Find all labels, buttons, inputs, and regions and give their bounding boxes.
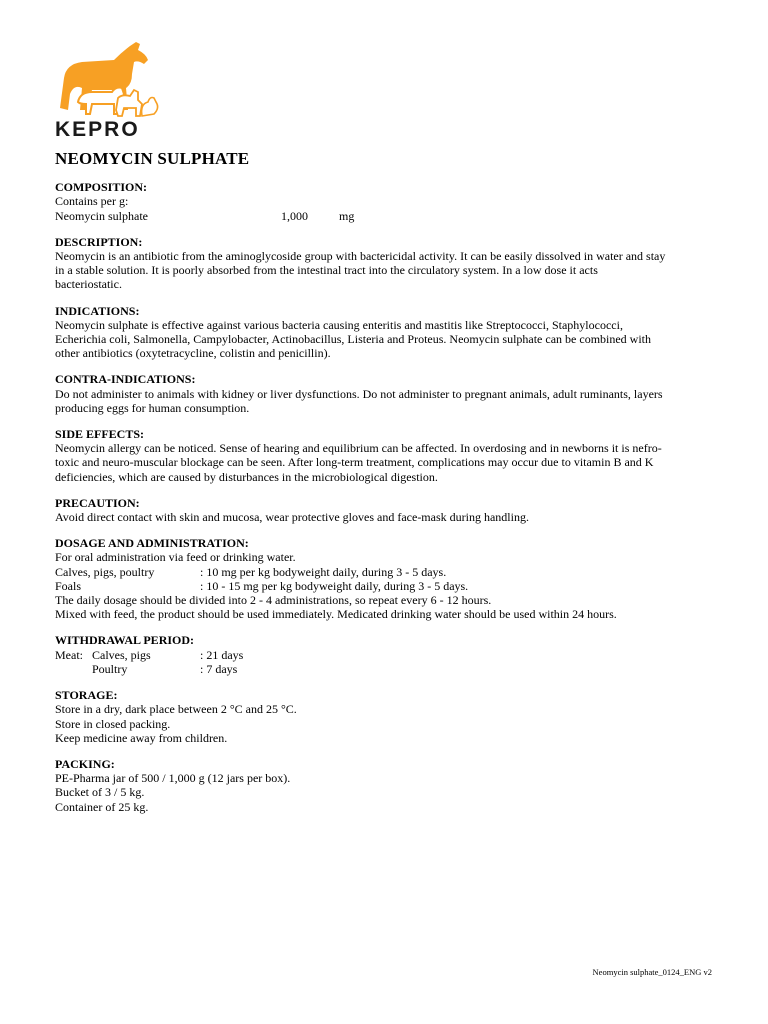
composition-heading: COMPOSITION:	[55, 180, 148, 195]
page-title: NEOMYCIN SULPHATE	[55, 149, 250, 168]
storage-section	[55, 688, 720, 745]
indications-line: Neomycin sulphate is effective against various bacteria causing enteritis and mastitis like Streptococci, Staphylococci,	[55, 317, 623, 332]
storage-line: Store in a dry, dark place between 2 °C and 25 °C.	[55, 702, 297, 717]
dosage-note: The daily dosage should be divided into 2 - 4 administrations, so repeat every 6 - 12 hours.	[55, 593, 492, 608]
dosage-note: Mixed with feed, the product should be used immediately. Medicated drinking water should be used within 24 hours.	[55, 607, 617, 622]
dosage-row	[55, 579, 720, 593]
side-effects-line: toxic and neuro-muscular blockage can be seen. After long-term treatment, complications may occur due to vitamin B and K	[55, 455, 654, 470]
document-body	[55, 149, 720, 826]
storage-heading: STORAGE:	[55, 688, 118, 703]
precaution-line: Avoid direct contact with skin and mucosa, wear protective gloves and face-mask during handling.	[55, 510, 529, 525]
indications-heading: INDICATIONS:	[55, 303, 140, 318]
brand-name: KEPRO	[55, 118, 140, 141]
dosage-species: Foals	[55, 578, 82, 593]
dosage-section	[55, 536, 720, 621]
composition-item: Neomycin sulphate	[55, 208, 148, 223]
composition-row	[55, 209, 720, 223]
packing-line: PE-Pharma jar of 500 / 1,000 g (12 jars per box).	[55, 771, 291, 786]
description-line: Neomycin is an antibiotic from the aminoglycoside group with bactericidal activity. It can be easily dissolved in water and stay	[55, 249, 666, 264]
withdrawal-period: : 21 days	[200, 647, 244, 662]
description-line: bacteriostatic.	[55, 277, 122, 292]
description-section	[55, 235, 720, 292]
dosage-amount: : 10 mg per kg bodyweight daily, during 3 - 5 days.	[200, 564, 447, 579]
contra-indications-line: producing eggs for human consumption.	[55, 400, 250, 415]
storage-line: Store in closed packing.	[55, 716, 171, 731]
withdrawal-label: Meat:	[55, 647, 83, 662]
dosage-species: Calves, pigs, poultry	[55, 564, 155, 579]
contra-indications-section	[55, 372, 720, 415]
withdrawal-period: : 7 days	[200, 661, 238, 676]
withdrawal-section	[55, 633, 720, 676]
indications-line: other antibiotics (oxytetracycline, colistin and penicillin).	[55, 346, 331, 361]
dosage-heading: DOSAGE AND ADMINISTRATION:	[55, 536, 249, 551]
withdrawal-row	[55, 648, 720, 662]
footer-document-id: Neomycin sulphate_0124_ENG v2	[592, 967, 712, 977]
composition-line: Contains per g:	[55, 194, 129, 209]
withdrawal-heading: WITHDRAWAL PERIOD:	[55, 633, 195, 648]
dosage-amount: : 10 - 15 mg per kg bodyweight daily, during 3 - 5 days.	[200, 578, 469, 593]
withdrawal-row	[55, 662, 720, 676]
indications-line: Echerichia coli, Salmonella, Campylobacter, Actinobacillus, Listeria and Proteus. Neomycin sulphate can be combined with	[55, 332, 652, 347]
side-effects-line: Neomycin allergy can be noticed. Sense of hearing and equilibrium can be affected. In overdosing and in newborns it is nefro-	[55, 441, 662, 456]
side-effects-section	[55, 427, 720, 484]
precaution-heading: PRECAUTION:	[55, 495, 140, 510]
description-heading: DESCRIPTION:	[55, 234, 143, 249]
kepro-logo	[52, 38, 162, 141]
description-line: in a stable solution. It is poorly absorbed from the intestinal tract into the circulatory system. In a low dose it acts	[55, 263, 598, 278]
storage-line: Keep medicine away from children.	[55, 730, 228, 745]
packing-line: Container of 25 kg.	[55, 799, 149, 814]
withdrawal-species: Poultry	[92, 661, 128, 676]
dosage-intro: For oral administration via feed or drinking water.	[55, 550, 296, 565]
composition-unit: mg	[339, 208, 355, 223]
composition-amount: 1,000	[281, 208, 308, 223]
packing-line: Bucket of 3 / 5 kg.	[55, 785, 145, 800]
withdrawal-species: Calves, pigs	[92, 647, 151, 662]
indications-section	[55, 304, 720, 361]
precaution-section	[55, 496, 720, 524]
packing-section	[55, 757, 720, 814]
side-effects-line: deficiencies, which are caused by disturbances in the microbiological digestion.	[55, 469, 438, 484]
withdrawal-label-spacer	[55, 662, 92, 676]
packing-heading: PACKING:	[55, 756, 115, 771]
animals-logo-icon	[52, 38, 162, 120]
dosage-row	[55, 565, 720, 579]
contra-indications-line: Do not administer to animals with kidney or liver dysfunctions. Do not administer to pregnant animals, adult ruminants, layers	[55, 386, 663, 401]
composition-section	[55, 180, 720, 223]
contra-indications-heading: CONTRA-INDICATIONS:	[55, 372, 196, 387]
side-effects-heading: SIDE EFFECTS:	[55, 427, 145, 442]
